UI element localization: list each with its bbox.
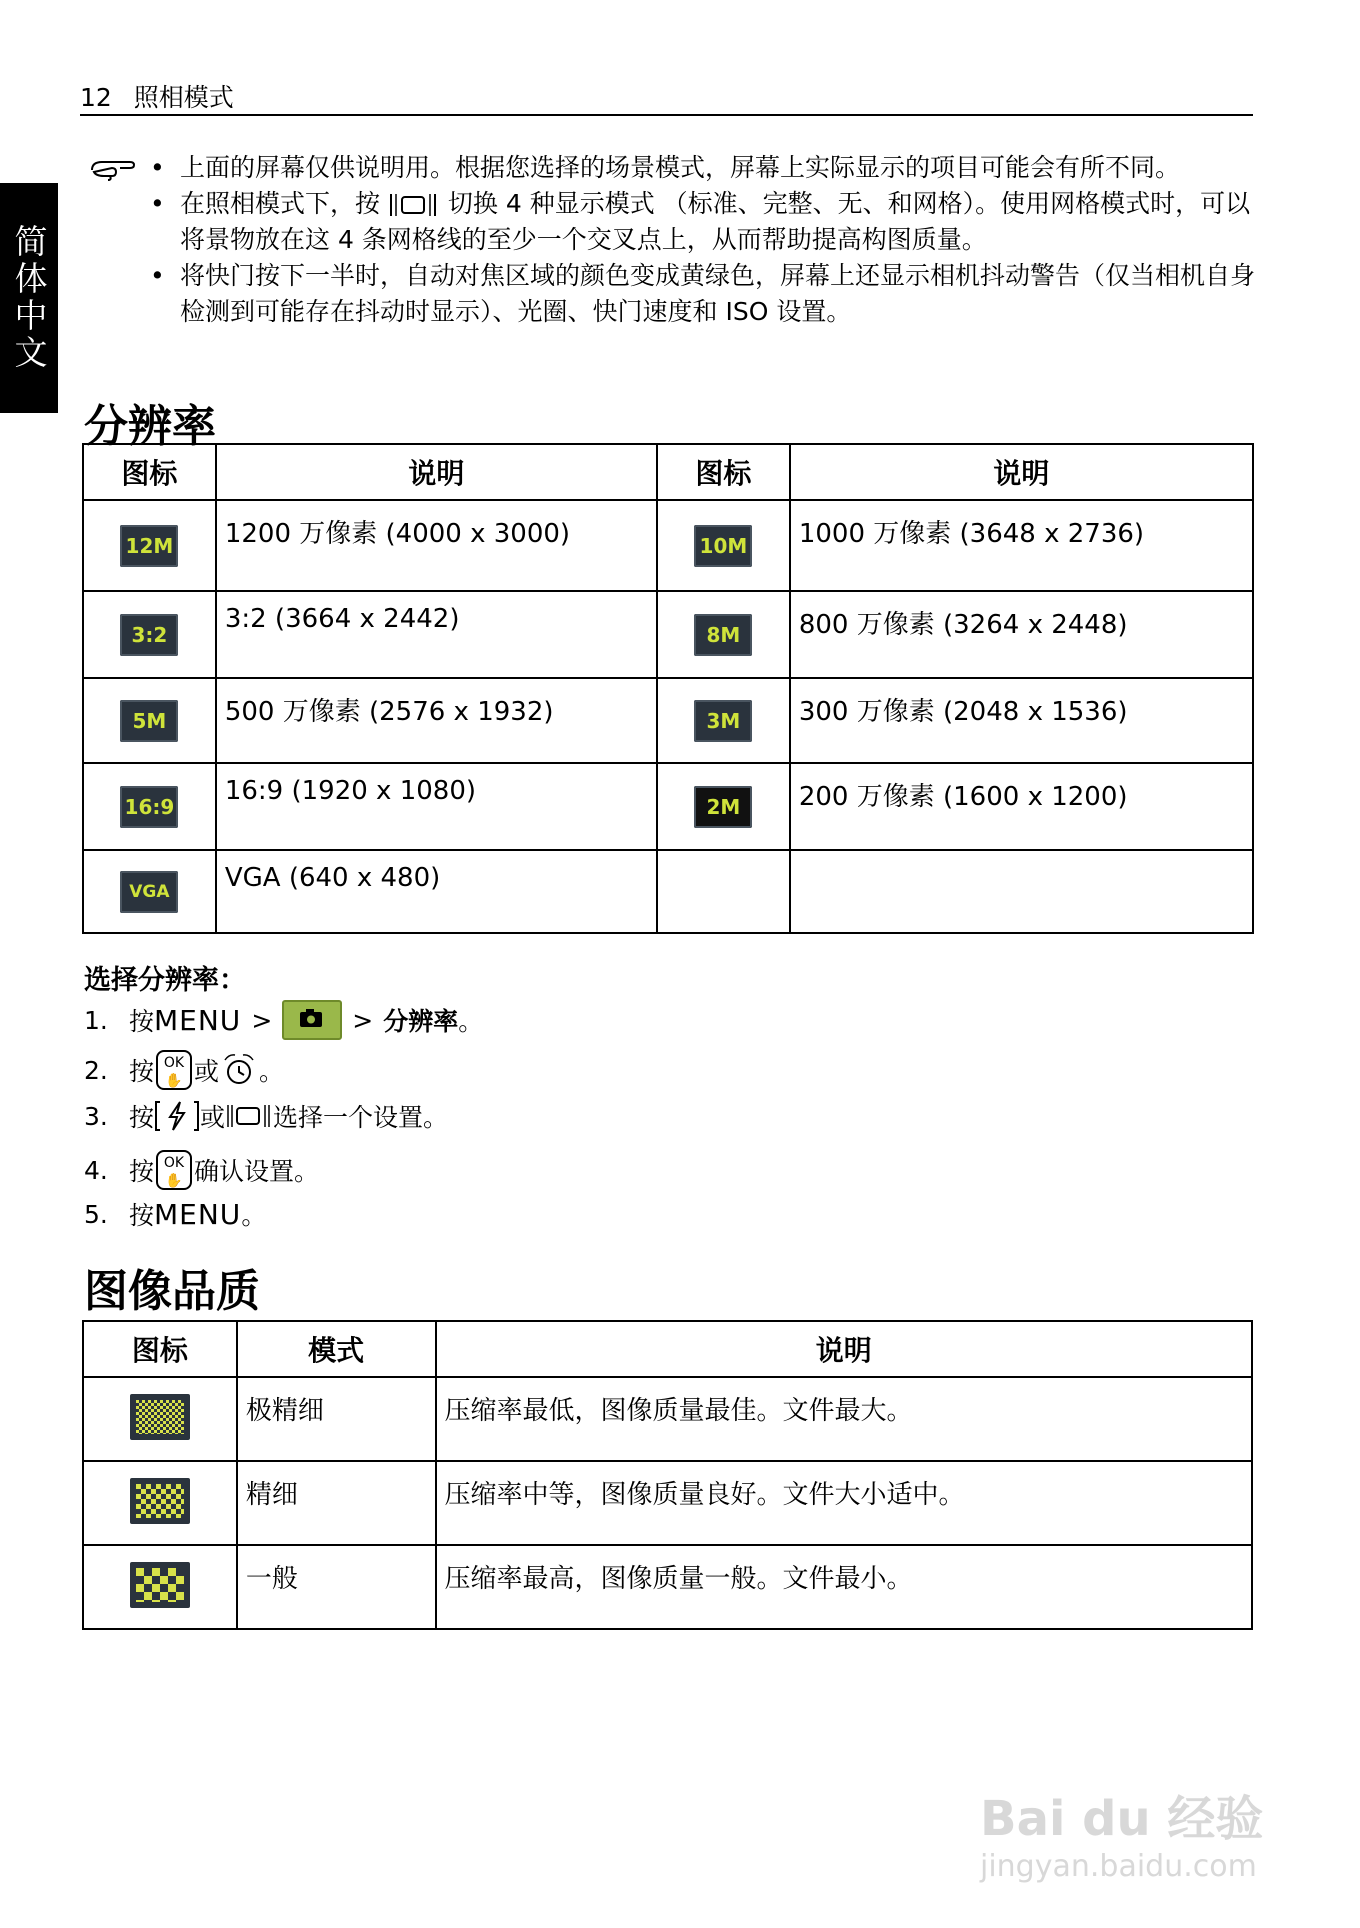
table-cell: 1200 万像素 (4000 x 3000) (216, 500, 657, 591)
quality-title: 图像品质 (84, 1266, 260, 1317)
pointing-hand-icon (90, 154, 142, 186)
table-row (83, 500, 1253, 591)
table-row (83, 678, 1253, 763)
note-text: 上面的屏幕仅供说明用。根据您选择的场景模式，屏幕上实际显示的项目可能会有所不同。 (180, 153, 1181, 182)
quality-table (82, 1320, 1253, 1630)
resolution-vga-icon: VGA (120, 871, 178, 913)
col-header-desc: 说明 (216, 444, 657, 500)
note-text: 在照相模式下，按 (180, 189, 381, 218)
resolution-menu-item: 分辨率 (383, 1007, 459, 1036)
resolution-12m-icon: 12M (120, 525, 178, 567)
ok-button-icon: OK ✋ (156, 1050, 192, 1090)
resolution-8m-icon: 8M (694, 614, 752, 656)
page-number: 12 (80, 83, 112, 112)
table-cell: 500 万像素 (2576 x 1932) (216, 678, 657, 763)
table-cell: 3:2 (3664 x 2442) (216, 591, 657, 678)
col-header-icon: 图标 (83, 444, 216, 500)
resolution-2m-icon: 2M (694, 786, 752, 828)
resolution-table (82, 443, 1254, 934)
col-header-desc: 说明 (436, 1321, 1253, 1377)
superfine-icon (130, 1394, 190, 1440)
note-text: 切换 4 种显示模式 （标准、完整、无、和网格）。使用网格模式时，可以将景物放在这 4 条网格线的至少一个交叉点上，从而帮助提高构图质量。 (180, 189, 1251, 254)
flash-icon (154, 1098, 200, 1134)
watermark-url: jingyan.baidu.com (980, 1849, 1257, 1884)
table-header-row (83, 444, 1253, 500)
col-header-mode: 模式 (237, 1321, 436, 1377)
table-cell: 压缩率最高，图像质量一般。文件最小。 (436, 1545, 1253, 1629)
note-item: • 上面的屏幕仅供说明用。根据您选择的场景模式，屏幕上实际显示的项目可能会有所不同。 (150, 150, 1260, 186)
resolution-title: 分辨率 (84, 401, 216, 452)
step-item: 4. 按 OK ✋ 确认设置。 (84, 1150, 319, 1190)
table-cell: 800 万像素 (3264 x 2448) (790, 591, 1253, 678)
table-cell: 200 万像素 (1600 x 1200) (790, 763, 1253, 850)
step-item: 2. 按 OK ✋ 或 。 (84, 1050, 284, 1090)
step-item: 5. 按 MENU 。 (84, 1197, 267, 1231)
language-side-tab: 简体中文 (0, 183, 58, 413)
mode-cell: 极精细 (237, 1377, 436, 1461)
table-row (83, 591, 1253, 678)
table-cell: 1000 万像素 (3648 x 2736) (790, 500, 1253, 591)
notes-list (150, 150, 1260, 330)
self-timer-icon (219, 1052, 259, 1088)
table-cell: 16:9 (1920 x 1080) (216, 763, 657, 850)
empty-cell (657, 850, 790, 933)
resolution-3m-icon: 3M (694, 700, 752, 742)
table-row (83, 1377, 1252, 1461)
table-cell: 300 万像素 (2048 x 1536) (790, 678, 1253, 763)
step-item: 1. 按 MENU > > 分辨率 。 (84, 1000, 483, 1040)
normal-icon (130, 1562, 190, 1608)
col-header-desc: 说明 (790, 444, 1253, 500)
note-text: 将快门按下一半时，自动对焦区域的颜色变成黄绿色，屏幕上还显示相机抖动警告（仅当相机自身检测到可能存在抖动时显示）、光圈、快门速度和 ISO 设置。 (180, 261, 1256, 326)
header-divider (80, 114, 1253, 116)
watermark-brand: Bai du 经验 (980, 1791, 1264, 1847)
resolution-5m-icon: 5M (120, 700, 178, 742)
note-item: • 在照相模式下，按 切换 4 种显示模式 （标准、完整、无、和网格）。使用网格模式时，可以将景物放在这 4 条网格线的至少一个交叉点上，从而帮助提高构图质量。 (150, 189, 1251, 254)
col-header-icon: 图标 (657, 444, 790, 500)
baidu-watermark (980, 1780, 1263, 1884)
display-mode-icon (388, 191, 440, 219)
table-row (83, 1461, 1252, 1545)
table-cell: 压缩率最低，图像质量最佳。文件最大。 (436, 1377, 1253, 1461)
menu-button-label: MENU (154, 1197, 242, 1231)
ok-button-icon: OK ✋ (156, 1150, 192, 1190)
col-header-icon: 图标 (83, 1321, 237, 1377)
step-item: 3. 按 或 选择一个设置。 (84, 1098, 448, 1134)
mode-cell: 精细 (237, 1461, 436, 1545)
display-mode-icon (225, 1102, 273, 1130)
camera-menu-icon (282, 1000, 342, 1040)
steps-heading: 选择分辨率： (84, 965, 246, 996)
table-row (83, 763, 1253, 850)
fine-icon (130, 1478, 190, 1524)
page-header (80, 78, 234, 114)
note-item: • 将快门按下一半时，自动对焦区域的颜色变成黄绿色，屏幕上还显示相机抖动警告（仅当相机自身检测到可能存在抖动时显示）、光圈、快门速度和 ISO 设置。 (150, 258, 1260, 330)
menu-button-label: MENU (154, 1003, 242, 1037)
empty-cell (790, 850, 1253, 933)
table-cell: 压缩率中等，图像质量良好。文件大小适中。 (436, 1461, 1253, 1545)
resolution-10m-icon: 10M (694, 525, 752, 567)
table-cell: VGA (640 x 480) (216, 850, 657, 933)
table-row (83, 850, 1253, 933)
section-name: 照相模式 (133, 83, 234, 112)
table-row (83, 1545, 1252, 1629)
resolution-16-9-icon: 16:9 (120, 786, 178, 828)
mode-cell: 一般 (237, 1545, 436, 1629)
resolution-3-2-icon: 3:2 (120, 614, 178, 656)
table-header-row (83, 1321, 1252, 1377)
